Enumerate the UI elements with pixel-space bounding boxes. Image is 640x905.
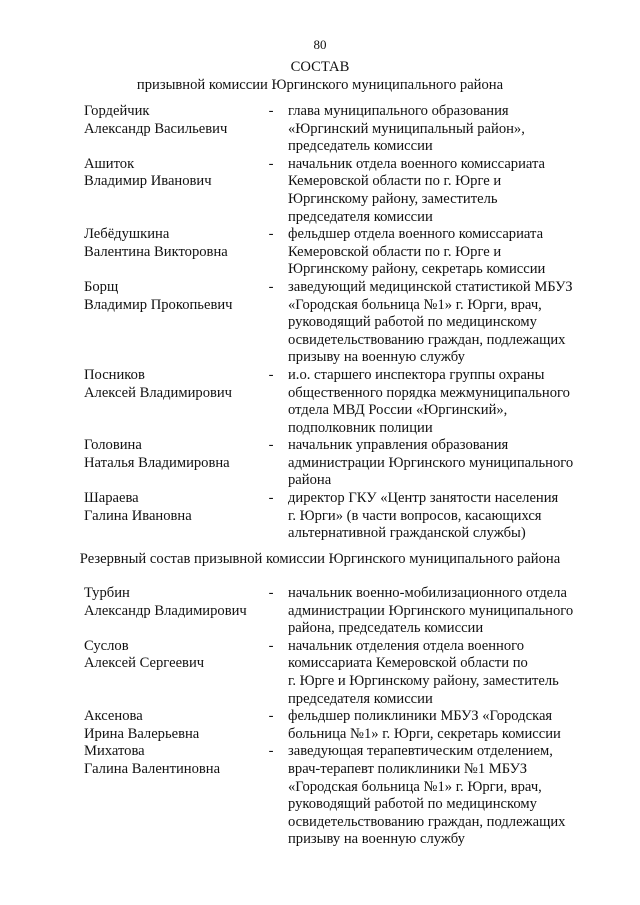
member-role: директор ГКУ «Центр занятости населения г. Юрги» (в части вопросов, касающихся альтернативной гражданской службы) (288, 490, 559, 542)
member-entry (84, 490, 604, 543)
member-entry (84, 585, 604, 638)
reserve-section-title: Резервный состав призывной комиссии Юргинского муниципального района (79, 551, 561, 567)
member-role: начальник отделения отдела военного комиссариата Кемеровской области по г. Юрге и Юргинскому району, заместитель председателя комиссии (288, 637, 559, 707)
member-role: глава муниципального образования «Юргинский муниципальный район», председатель комиссии (288, 103, 525, 155)
member-given-names: Владимир Прокопьевич (84, 296, 233, 313)
member-dash: - (268, 637, 274, 654)
member-surname: Борщ (84, 278, 119, 295)
member-name (84, 743, 264, 778)
member-role: начальник отдела военного комиссариата Кемеровской области по г. Юрге и Юргинскому району, заместитель председателя комиссии (288, 155, 546, 225)
document-title: СОСТАВ (290, 59, 350, 75)
member-given-names: Наталья Владимировна (84, 454, 230, 471)
member-dash: - (268, 278, 274, 295)
member-entry (84, 743, 604, 849)
member-name (84, 638, 264, 673)
member-dash: - (268, 585, 274, 601)
member-given-names: Ирина Валерьевна (84, 725, 200, 742)
member-surname: Головина (84, 437, 142, 454)
member-role: заведующий медицинской статистикой МБУЗ «Городская больница №1» г. Юрги, врач, руководящий работой по медицинскому освидетельствованию граждан, подлежащих призыву на военную службу (288, 278, 573, 366)
member-role: фельдшер поликлиники МБУЗ «Городская больница №1» г. Юрги, секретарь комиссии (288, 708, 561, 742)
member-role: начальник управления образования администрации Юргинского муниципального района (288, 437, 574, 489)
member-entry (84, 708, 604, 743)
member-name (84, 103, 264, 138)
member-surname: Посников (84, 366, 145, 383)
member-entry (84, 226, 604, 279)
member-given-names: Алексей Сергеевич (84, 655, 205, 672)
member-entry (84, 367, 604, 437)
member-surname: Турбин (84, 585, 130, 601)
member-dash: - (268, 155, 274, 172)
member-dash: - (268, 103, 274, 119)
member-name (84, 156, 264, 191)
member-dash: - (268, 366, 274, 383)
member-dash: - (268, 708, 274, 725)
reserve-members-list (84, 585, 604, 849)
member-dash: - (268, 743, 274, 760)
member-surname: Суслов (84, 637, 129, 654)
member-given-names: Александр Владимирович (84, 602, 247, 619)
member-given-names: Галина Ивановна (84, 507, 192, 524)
member-name (84, 708, 264, 743)
member-surname: Михатова (84, 743, 145, 760)
member-surname: Шараева (84, 490, 139, 507)
member-name (84, 226, 264, 261)
member-dash: - (268, 490, 274, 507)
document-subtitle: призывной комиссии Юргинского муниципального района (136, 77, 504, 93)
page-number: 80 (313, 37, 327, 52)
member-role: и.о. старшего инспектора группы охраны общественного порядка межмуниципального отдела МВД России «Юргинский», подполковник полиции (288, 366, 570, 436)
member-given-names: Владимир Иванович (84, 173, 212, 190)
member-entry (84, 437, 604, 490)
member-name (84, 585, 264, 620)
member-entry (84, 279, 604, 367)
member-role: фельдшер отдела военного комиссариата Кемеровской области по г. Юрге и Юргинскому району, секретарь комиссии (288, 226, 546, 278)
member-surname: Гордейчик (84, 103, 150, 119)
member-name (84, 490, 264, 525)
member-dash: - (268, 226, 274, 243)
member-name (84, 279, 264, 314)
member-entry (84, 638, 604, 708)
member-given-names: Александр Васильевич (84, 120, 228, 137)
member-name (84, 437, 264, 472)
member-surname: Лебёдушкина (84, 226, 170, 243)
member-surname: Ашиток (84, 155, 135, 172)
member-role: заведующая терапевтическим отделением, врач-терапевт поликлиники №1 МБУЗ «Городская больница №1» г. Юрги, врач, руководящий работой по медицинскому освидетельствованию граждан, подлежащих призыву на военную службу (288, 743, 566, 848)
member-entry (84, 103, 604, 156)
member-entry (84, 156, 604, 226)
member-name (84, 367, 264, 402)
member-given-names: Валентина Викторовна (84, 243, 228, 260)
main-members-list (84, 103, 604, 543)
member-surname: Аксенова (84, 708, 143, 725)
member-given-names: Алексей Владимирович (84, 384, 233, 401)
member-given-names: Галина Валентиновна (84, 760, 221, 777)
member-role: начальник военно-мобилизационного отдела администрации Юргинского муниципального района, председатель комиссии (288, 585, 574, 637)
member-dash: - (268, 437, 274, 454)
